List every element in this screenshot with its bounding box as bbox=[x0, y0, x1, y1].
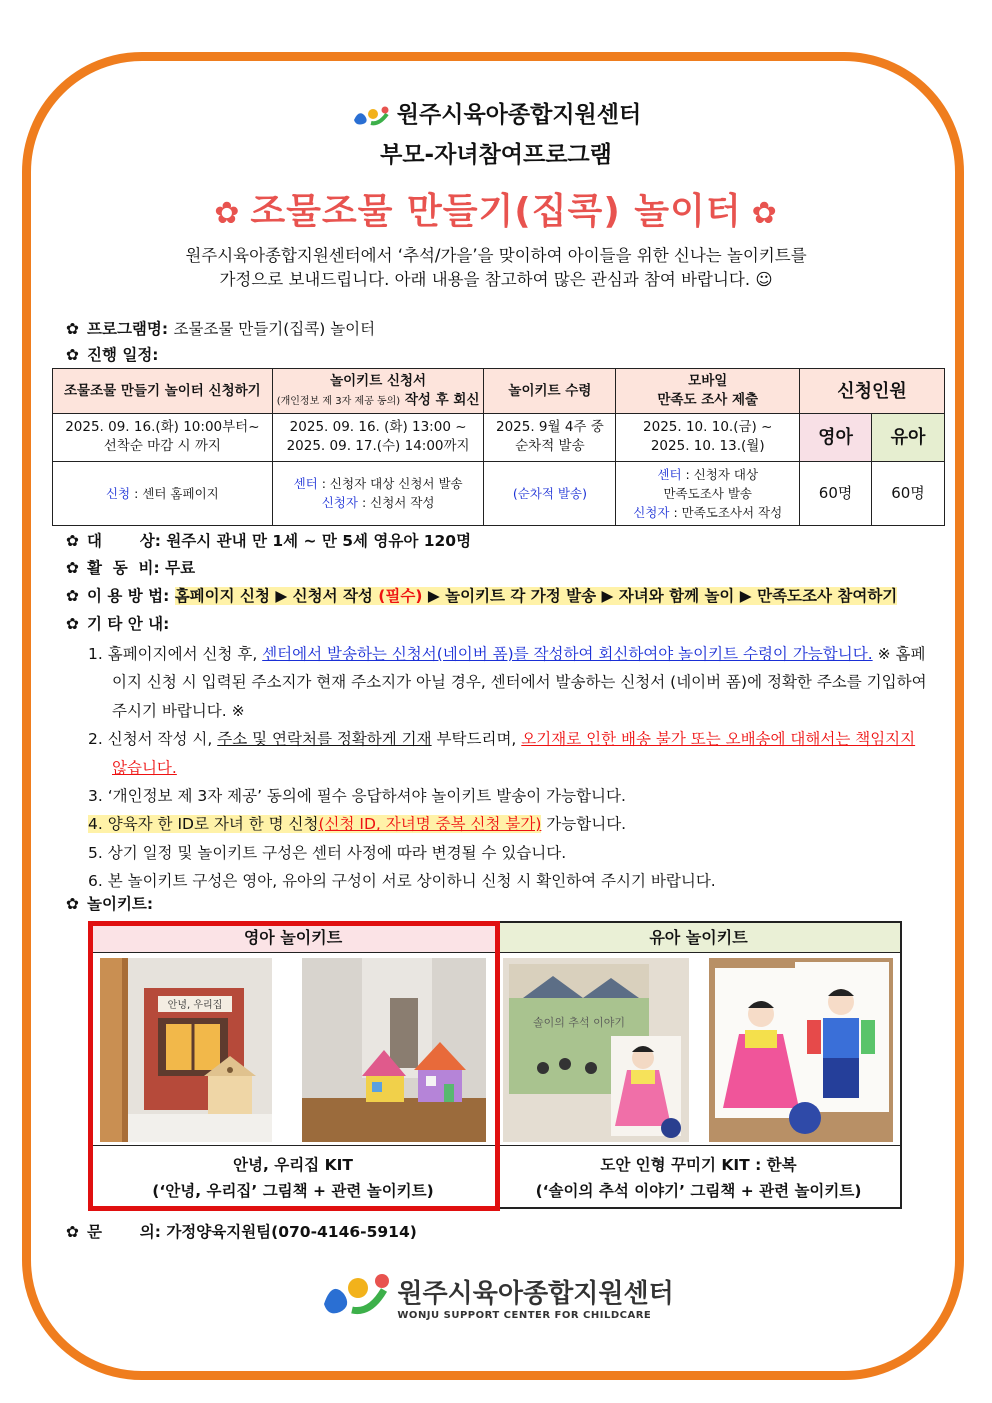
toddler-kit-column bbox=[497, 923, 900, 1207]
list-item bbox=[88, 725, 933, 782]
method-step: 홈페이지 신청 ▶ 신청서 작성 bbox=[174, 587, 379, 605]
toddler-header-cell: 유아 bbox=[872, 414, 945, 461]
cell-text: : 센터 홈페이지 bbox=[134, 485, 219, 501]
toddler-doll-photo bbox=[709, 958, 893, 1142]
survey-method-cell bbox=[616, 461, 800, 525]
cell-label: 신청 bbox=[105, 485, 131, 501]
apply-method-cell bbox=[53, 461, 273, 525]
target-label: 대 상: bbox=[87, 532, 161, 550]
list-item: 5. 상기 일정 및 놀이키트 구성은 센터 사정에 따라 변경될 수 있습니다. bbox=[88, 843, 567, 862]
bullet-flower-icon: ✿ bbox=[66, 615, 79, 633]
cell-text: 2025. 09. 16.(화) 10:00부터~ bbox=[65, 419, 260, 436]
cell-label: 센터 bbox=[293, 476, 318, 492]
toddler-kit-photos bbox=[497, 953, 900, 1146]
kit-row bbox=[66, 892, 153, 914]
header-subtext: (개인정보 제 3자 제공 동의) bbox=[276, 395, 401, 407]
toddler-kit-caption bbox=[497, 1146, 900, 1204]
cell-text: : 신청자 대상 bbox=[685, 466, 759, 482]
survey-period-cell bbox=[616, 414, 800, 461]
note-text: 부탁드리며, bbox=[431, 730, 522, 749]
cell-text: 선착순 마감 시 까지 bbox=[103, 438, 221, 455]
note-text: ※ 홈페이지 신청 시 입력된 주소지가 현재 주소지가 아닐 경우, 센터에서 발송하는 신청서 (네이버 폼)에 정확한 주소를 기입하여 주시기 바랍니다. ※ bbox=[112, 645, 927, 720]
org-title bbox=[0, 96, 992, 129]
fee-row bbox=[66, 556, 195, 578]
schedule-row bbox=[66, 343, 159, 365]
table-row bbox=[53, 414, 945, 461]
footer-name: 원주시육아종합지원센터 bbox=[397, 1279, 674, 1309]
notes-list bbox=[88, 640, 933, 896]
program-name-value: 조물조물 만들기(집콕) 놀이터 bbox=[173, 320, 376, 338]
note-highlight: 4. 양육자 한 ID로 자녀 한 명 신청 bbox=[88, 815, 319, 834]
center-logo-icon bbox=[351, 105, 391, 127]
infant-kit-name: 안녕, 우리집 KIT bbox=[233, 1156, 353, 1174]
table-header-receive: 놀이키트 수령 bbox=[484, 369, 616, 414]
note-text: 가능합니다. bbox=[541, 815, 627, 834]
bullet-flower-icon: ✿ bbox=[66, 895, 79, 913]
infant-book-title: 안녕, 우리집 bbox=[167, 1000, 223, 1011]
footer-english-name: WONJU SUPPORT CENTER FOR CHILDCARE bbox=[397, 1310, 652, 1321]
header-text: 놀이키트 신청서 bbox=[330, 372, 427, 389]
form-period-cell bbox=[272, 414, 484, 461]
cell-label: 신청자 bbox=[321, 495, 358, 511]
toddler-kit-desc: (‘솔이의 추석 이야기’ 그림책 + 관련 놀이키트) bbox=[535, 1182, 862, 1200]
bullet-flower-icon: ✿ bbox=[66, 559, 79, 577]
toddler-book-photo bbox=[503, 958, 689, 1142]
schedule-table bbox=[52, 368, 945, 526]
title-text: 조물조물 만들기(집콕) 놀이터 bbox=[250, 191, 742, 232]
program-type: 부모-자녀참여프로그램 bbox=[380, 142, 612, 168]
flower-icon: ✿ bbox=[214, 196, 241, 231]
toddler-book-title: 솔이의 추석 이야기 bbox=[532, 1016, 626, 1029]
cell-text: 2025. 10. 10.(금) ~ bbox=[643, 419, 773, 436]
cell-text: : 신청서 작성 bbox=[361, 495, 435, 511]
program-name-row bbox=[66, 317, 375, 339]
bullet-flower-icon: ✿ bbox=[66, 532, 79, 550]
flower-icon: ✿ bbox=[751, 196, 778, 231]
contact-row bbox=[66, 1220, 417, 1242]
list-item: 3. ‘개인정보 제 3자 제공’ 동의에 필수 응답하셔야 놀이키트 발송이 가능합니다. bbox=[88, 787, 626, 806]
other-label: 기 타 안 내: bbox=[87, 615, 170, 633]
intro-line-2: 가정으로 보내드립니다. 아래 내용을 참고하여 많은 관심과 참여 바랍니다. ☺ bbox=[219, 270, 773, 289]
note-warning: (신청 ID, 자녀명 중복 신청 불가) bbox=[318, 815, 542, 834]
contact-value: 가정양육지원팀(070-4146-5914) bbox=[166, 1223, 417, 1241]
cell-text: 2025. 09. 17.(수) 14:00까지 bbox=[286, 438, 470, 455]
infant-kit-desc: (‘안녕, 우리집’ 그림책 + 관련 놀이키트) bbox=[152, 1182, 434, 1200]
kit-label: 놀이키트: bbox=[87, 895, 154, 913]
method-row bbox=[66, 584, 897, 606]
program-name-label: 프로그램명: bbox=[87, 320, 169, 338]
list-item: 6. 본 놀이키트 구성은 영아, 유아의 구성이 서로 상이하니 신청 시 확인하여 주시기 바랍니다. bbox=[88, 872, 716, 891]
bullet-flower-icon: ✿ bbox=[66, 587, 79, 605]
table-row bbox=[53, 369, 945, 414]
table-row bbox=[53, 461, 945, 525]
target-value: 원주시 관내 만 1세 ~ 만 5세 영유아 120명 bbox=[166, 532, 472, 550]
apply-period-cell bbox=[53, 414, 273, 461]
table-header-form bbox=[272, 369, 484, 414]
form-method-cell bbox=[272, 461, 484, 525]
contact-label: 문 의: bbox=[87, 1223, 161, 1241]
receive-period-cell bbox=[484, 414, 616, 461]
note-text: 1. 홈페이지에서 신청 후, bbox=[88, 645, 263, 663]
cell-text: 만족도조사 발송 bbox=[663, 485, 752, 501]
footer-logo bbox=[0, 1270, 992, 1324]
table-header-survey bbox=[616, 369, 800, 414]
other-row bbox=[66, 612, 169, 634]
infant-kit-header: 영아 놀이키트 bbox=[90, 923, 496, 953]
program-title bbox=[0, 183, 992, 234]
cell-label: 센터 bbox=[657, 466, 682, 482]
table-header-count: 신청인원 bbox=[800, 369, 945, 414]
header-text: 만족도 조사 제출 bbox=[657, 392, 759, 409]
method-step: ▶ 놀이키트 각 가정 발송 ▶ 자녀와 함께 놀이 ▶ 만족도조사 참여하기 bbox=[422, 587, 898, 605]
list-item bbox=[88, 640, 933, 725]
cell-text: 2025. 9월 4주 중 bbox=[495, 419, 604, 436]
infant-header-cell: 영아 bbox=[800, 414, 872, 461]
note-text: 2. 신청서 작성 시, bbox=[88, 730, 218, 749]
receive-method-cell: (순차적 발송) bbox=[484, 461, 616, 525]
note-emphasis: 센터에서 발송하는 신청서(네이버 폼)를 작성하여 회신하여야 놀이키트 수령이 가능합니다. bbox=[262, 645, 873, 663]
schedule-label: 진행 일정: bbox=[87, 346, 159, 364]
fee-label: 활 동 비: bbox=[87, 559, 160, 577]
method-label: 이 용 방 법: bbox=[87, 587, 170, 605]
bullet-flower-icon: ✿ bbox=[66, 320, 79, 338]
cell-text: 순차적 발송 bbox=[515, 438, 585, 455]
note-warning: 오기재로 인한 배송 불가 또는 오배송에 대해서는 책임지지 않습니다. bbox=[112, 730, 916, 777]
cell-text: : 만족도조사서 작성 bbox=[673, 504, 783, 520]
header-text: 작성 후 회신 bbox=[404, 391, 480, 408]
toddler-count-cell: 60명 bbox=[872, 461, 945, 525]
note-emphasis: 주소 및 연락처를 정확하게 기재 bbox=[217, 730, 432, 749]
cell-text: 2025. 10. 13.(월) bbox=[650, 438, 765, 455]
intro-text bbox=[0, 244, 992, 292]
list-item bbox=[88, 810, 933, 838]
method-required: (필수) bbox=[378, 587, 423, 605]
org-name: 원주시육아종합지원센터 bbox=[396, 102, 642, 128]
center-logo-icon bbox=[318, 1270, 392, 1320]
toddler-kit-name: 도안 인형 꾸미기 KIT : 한복 bbox=[600, 1156, 797, 1174]
infant-count-cell: 60명 bbox=[800, 461, 872, 525]
bullet-flower-icon: ✿ bbox=[66, 1223, 79, 1241]
infant-kit-highlight-box bbox=[88, 921, 500, 1211]
cell-text: : 신청자 대상 신청서 발송 bbox=[321, 476, 463, 492]
cell-text: 2025. 09. 16. (화) 13:00 ~ bbox=[289, 419, 467, 436]
target-row bbox=[66, 529, 471, 551]
toddler-kit-header: 유아 놀이키트 bbox=[497, 923, 900, 953]
table-header-apply: 조물조물 만들기 놀이터 신청하기 bbox=[53, 369, 273, 414]
header-text: 모바일 bbox=[688, 373, 728, 390]
bullet-flower-icon: ✿ bbox=[66, 346, 79, 364]
cell-label: 신청자 bbox=[633, 504, 670, 520]
intro-line-1: 원주시육아종합지원센터에서 ‘추석/가을’을 맞이하여 아이들을 위한 신나는 놀이키트를 bbox=[185, 246, 807, 265]
fee-value: 무료 bbox=[165, 559, 196, 577]
